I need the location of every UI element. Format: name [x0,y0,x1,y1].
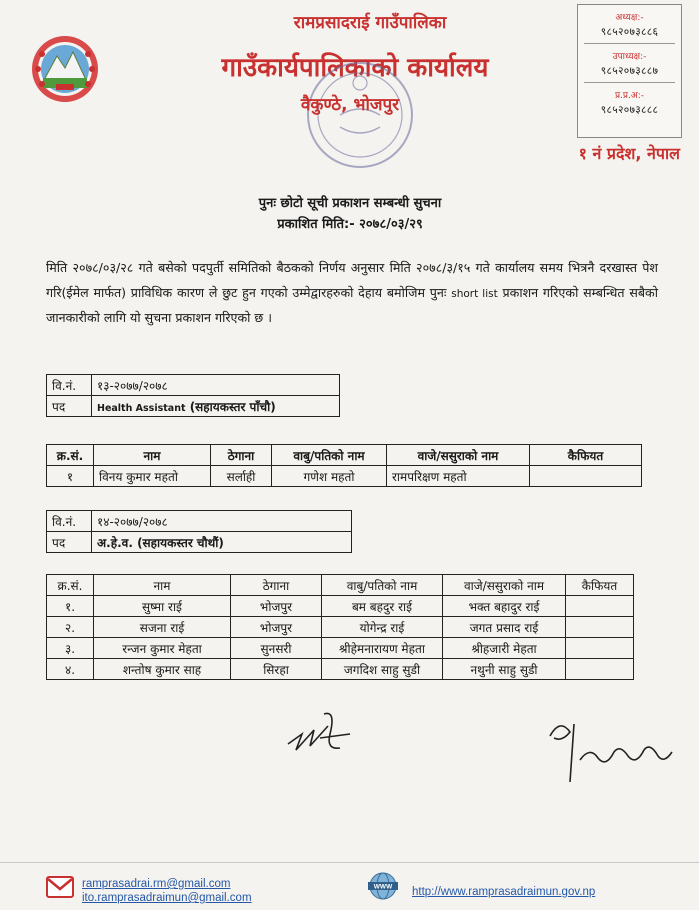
section2-info [46,510,352,553]
cell-name: विनय कुमार महतो [94,466,211,487]
cell-address: भोजपुर [231,596,322,617]
contact-number: ९८५२०७३८८६ [600,26,659,38]
cell-sn: ४. [47,659,94,680]
th-father: वाबु/पतिको नाम [322,575,443,596]
cell-remarks [530,466,642,487]
th-grandfather: वाजे/ससुराको नाम [387,445,530,466]
table-row [47,659,634,680]
cell-sn: ३. [47,638,94,659]
cell-sn: २. [47,617,94,638]
website-link[interactable]: http://www.ramprasadraimun.gov.np [412,886,596,898]
emblem-icon [30,34,100,104]
cell-grandfather: नथुनी साहु सुडी [443,659,566,680]
th-name: नाम [94,445,211,466]
signature-icon [540,712,680,788]
section1-info [46,374,340,417]
globe-icon [364,872,402,900]
table-row [47,617,634,638]
cell-name: सुष्मा राई [94,596,231,617]
cell-remarks [566,638,634,659]
body-text: मिति २०७८/०३/२८ गते बसेको पदपुर्ती समितिको बैठकको निर्णय अनुसार मिति २०७८/३/१५ गते कार्यालय समय भित्रनै दरखास्त पेश गरि(ईमेल मार्फत) प्राविधिक कारण ले छुट हुन गएको उम्मेद्वारहरुको देहाय बमोजिम पुनः [46,260,658,300]
table-row [47,638,634,659]
candidate-table-1 [46,444,642,487]
cell-father: श्रीहेमनारायण मेहता [322,638,443,659]
body-short-list: short list [451,287,498,300]
table-row [47,596,634,617]
cell-remarks [566,596,634,617]
th-address: ठेगाना [211,445,272,466]
body-text: प्रकाशन गरिएको सम्बन्धित सबैको जानकारीको लागि यो सुचना प्रकाशन गरिएको छ । [46,284,658,325]
label-advert-no: वि.नं. [47,511,92,532]
cell-father: जगदिश साहु सुडी [322,659,443,680]
th-address: ठेगाना [231,575,322,596]
province-label: १ नं प्रदेश, नेपाल [578,144,680,163]
cell-address: सिरहा [231,659,322,680]
section1-post [92,396,340,417]
publication-date: प्रकाशित मिति:- २०७८/०३/२९ [277,217,423,232]
office-location: वैकुण्ठे, भोजपुर [300,95,400,115]
contact-role: अध्यक्ष:- [615,13,644,23]
cell-grandfather: भक्त बहादुर राई [443,596,566,617]
municipality-name: रामप्रसादराई गाउँपालिका [293,13,447,33]
th-sn: क्र.सं. [47,445,94,466]
stamp-icon [300,55,420,175]
cell-remarks [566,617,634,638]
post-en: Health Assistant [97,402,186,414]
cell-father: गणेश महतो [272,466,387,487]
th-grandfather: वाजे/ससुराको नाम [443,575,566,596]
contact-role: प्र.प्र.अ:- [614,91,645,101]
candidate-table-2 [46,574,634,680]
table-row [47,466,642,487]
cell-sn: १ [47,466,94,487]
office-name: गाउँकार्यपालिकाको कार्यालय [221,53,489,83]
th-remarks: कैफियत [530,445,642,466]
cell-address: सर्लाही [211,466,272,487]
notice-body [46,256,658,331]
cell-address: भोजपुर [231,617,322,638]
cell-name: रन्जन कुमार मेहता [94,638,231,659]
contact-number: ९८५२०७३८८८ [600,104,659,116]
notice-title: पुनः छोटो सूची प्रकाशन सम्बन्धी सुचना [258,196,442,211]
svg-text:WWW: WWW [373,883,393,891]
section2-post: अ.हे.व. (सहायकस्तर चौथौं) [92,532,352,553]
cell-name: सजना राई [94,617,231,638]
section2-advert-no: १४-२०७७/२०७८ [92,511,352,532]
gmail-icon [46,876,74,898]
section1-advert-no: १३-२०७७/२०७८ [92,375,340,396]
cell-father: योगेन्द्र राई [322,617,443,638]
label-post: पद [47,396,92,417]
email-link-2[interactable]: ito.ramprasadraimun@gmail.com [82,892,252,904]
cell-name: शन्तोष कुमार साह [94,659,231,680]
cell-grandfather: रामपरिक्षण महतो [387,466,530,487]
cell-sn: १. [47,596,94,617]
th-name: नाम [94,575,231,596]
contact-box [577,4,682,138]
email-link-1[interactable]: ramprasadrai.rm@gmail.com [82,878,231,890]
label-post: पद [47,532,92,553]
contact-role: उपाध्यक्ष:- [612,52,647,62]
cell-grandfather: जगत प्रसाद राई [443,617,566,638]
cell-remarks [566,659,634,680]
cell-address: सुनसरी [231,638,322,659]
signature-icon [280,704,360,764]
th-remarks: कैफियत [566,575,634,596]
post-np: (सहायकस्तर पाँचौ) [185,399,276,414]
label-advert-no: वि.नं. [47,375,92,396]
contact-number: ९८५२०७३८८७ [600,65,659,77]
th-father: वाबु/पतिको नाम [272,445,387,466]
cell-grandfather: श्रीहजारी मेहता [443,638,566,659]
th-sn: क्र.सं. [47,575,94,596]
cell-father: बम बहदुर राई [322,596,443,617]
